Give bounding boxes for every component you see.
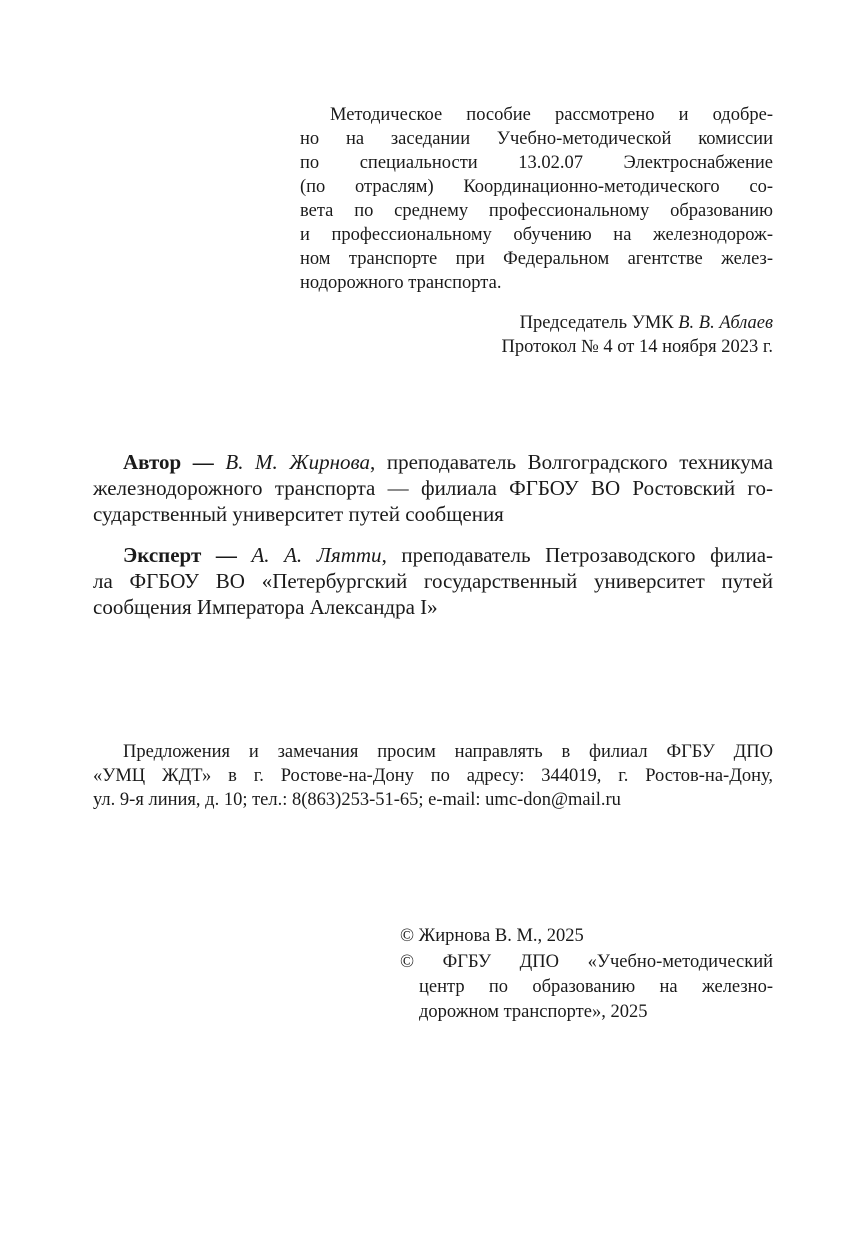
copyright-line: © ФГБУ ДПО «Учебно-методический	[400, 952, 773, 972]
author-text: , преподаватель Волгоградского техникума	[370, 450, 773, 474]
expert-line	[123, 542, 773, 568]
author-line: сударственный университет путей сообщения	[93, 502, 504, 526]
contacts-line: ул. 9-я линия, д. 10; тел.: 8(863)253-51-65; e-mail: umc-don@mail.ru	[93, 790, 621, 810]
expert-label: Эксперт —	[123, 543, 237, 567]
approval-line: Методическое пособие рассмотрено и одобре-	[330, 105, 773, 125]
copyright-line: © Жирнова В. М., 2025	[400, 926, 584, 946]
expert-line: сообщения Императора Александра I»	[93, 595, 438, 619]
author-name: В. М. Жирнова	[225, 450, 371, 474]
expert-line: ла ФГБОУ ВО «Петербургский государственный университет путей	[93, 569, 773, 593]
approval-line: и профессиональному обучению на железнодорож-	[300, 225, 773, 245]
chair-line	[520, 311, 773, 335]
approval-line: но на заседании Учебно-методической комиссии	[300, 129, 773, 149]
copyright-line: центр по образованию на железно-	[419, 977, 773, 997]
chair-label: Председатель УМК	[519, 313, 674, 333]
approval-line: нодорожного транспорта.	[300, 273, 502, 293]
contacts-line: Предложения и замечания просим направлять в филиал ФГБУ ДПО	[123, 742, 773, 762]
author-label: Автор —	[123, 450, 214, 474]
protocol: Протокол № 4 от 14 ноября 2023 г.	[501, 337, 773, 357]
copyright-line: дорожном транспорте», 2025	[419, 1002, 648, 1022]
approval-line: вета по среднему профессиональному образованию	[300, 201, 773, 221]
expert-name: А. А. Лятти	[251, 543, 382, 567]
expert-text: , преподаватель Петрозаводского филиа-	[381, 543, 774, 567]
author-line: железнодорожного транспорта — филиала ФГБОУ ВО Ростовский го-	[93, 476, 773, 500]
approval-line: (по отраслям) Координационно-методического со-	[300, 177, 773, 197]
approval-line: по специальности 13.02.07 Электроснабжение	[300, 153, 773, 173]
approval-line: ном транспорте при Федеральном агентстве желез-	[300, 249, 773, 269]
author-line	[123, 449, 773, 475]
contacts-line: «УМЦ ЖДТ» в г. Ростове-на-Дону по адресу: 344019, г. Ростов-на-Дону,	[93, 766, 773, 786]
chair-name: В. В. Аблаев	[678, 313, 773, 333]
